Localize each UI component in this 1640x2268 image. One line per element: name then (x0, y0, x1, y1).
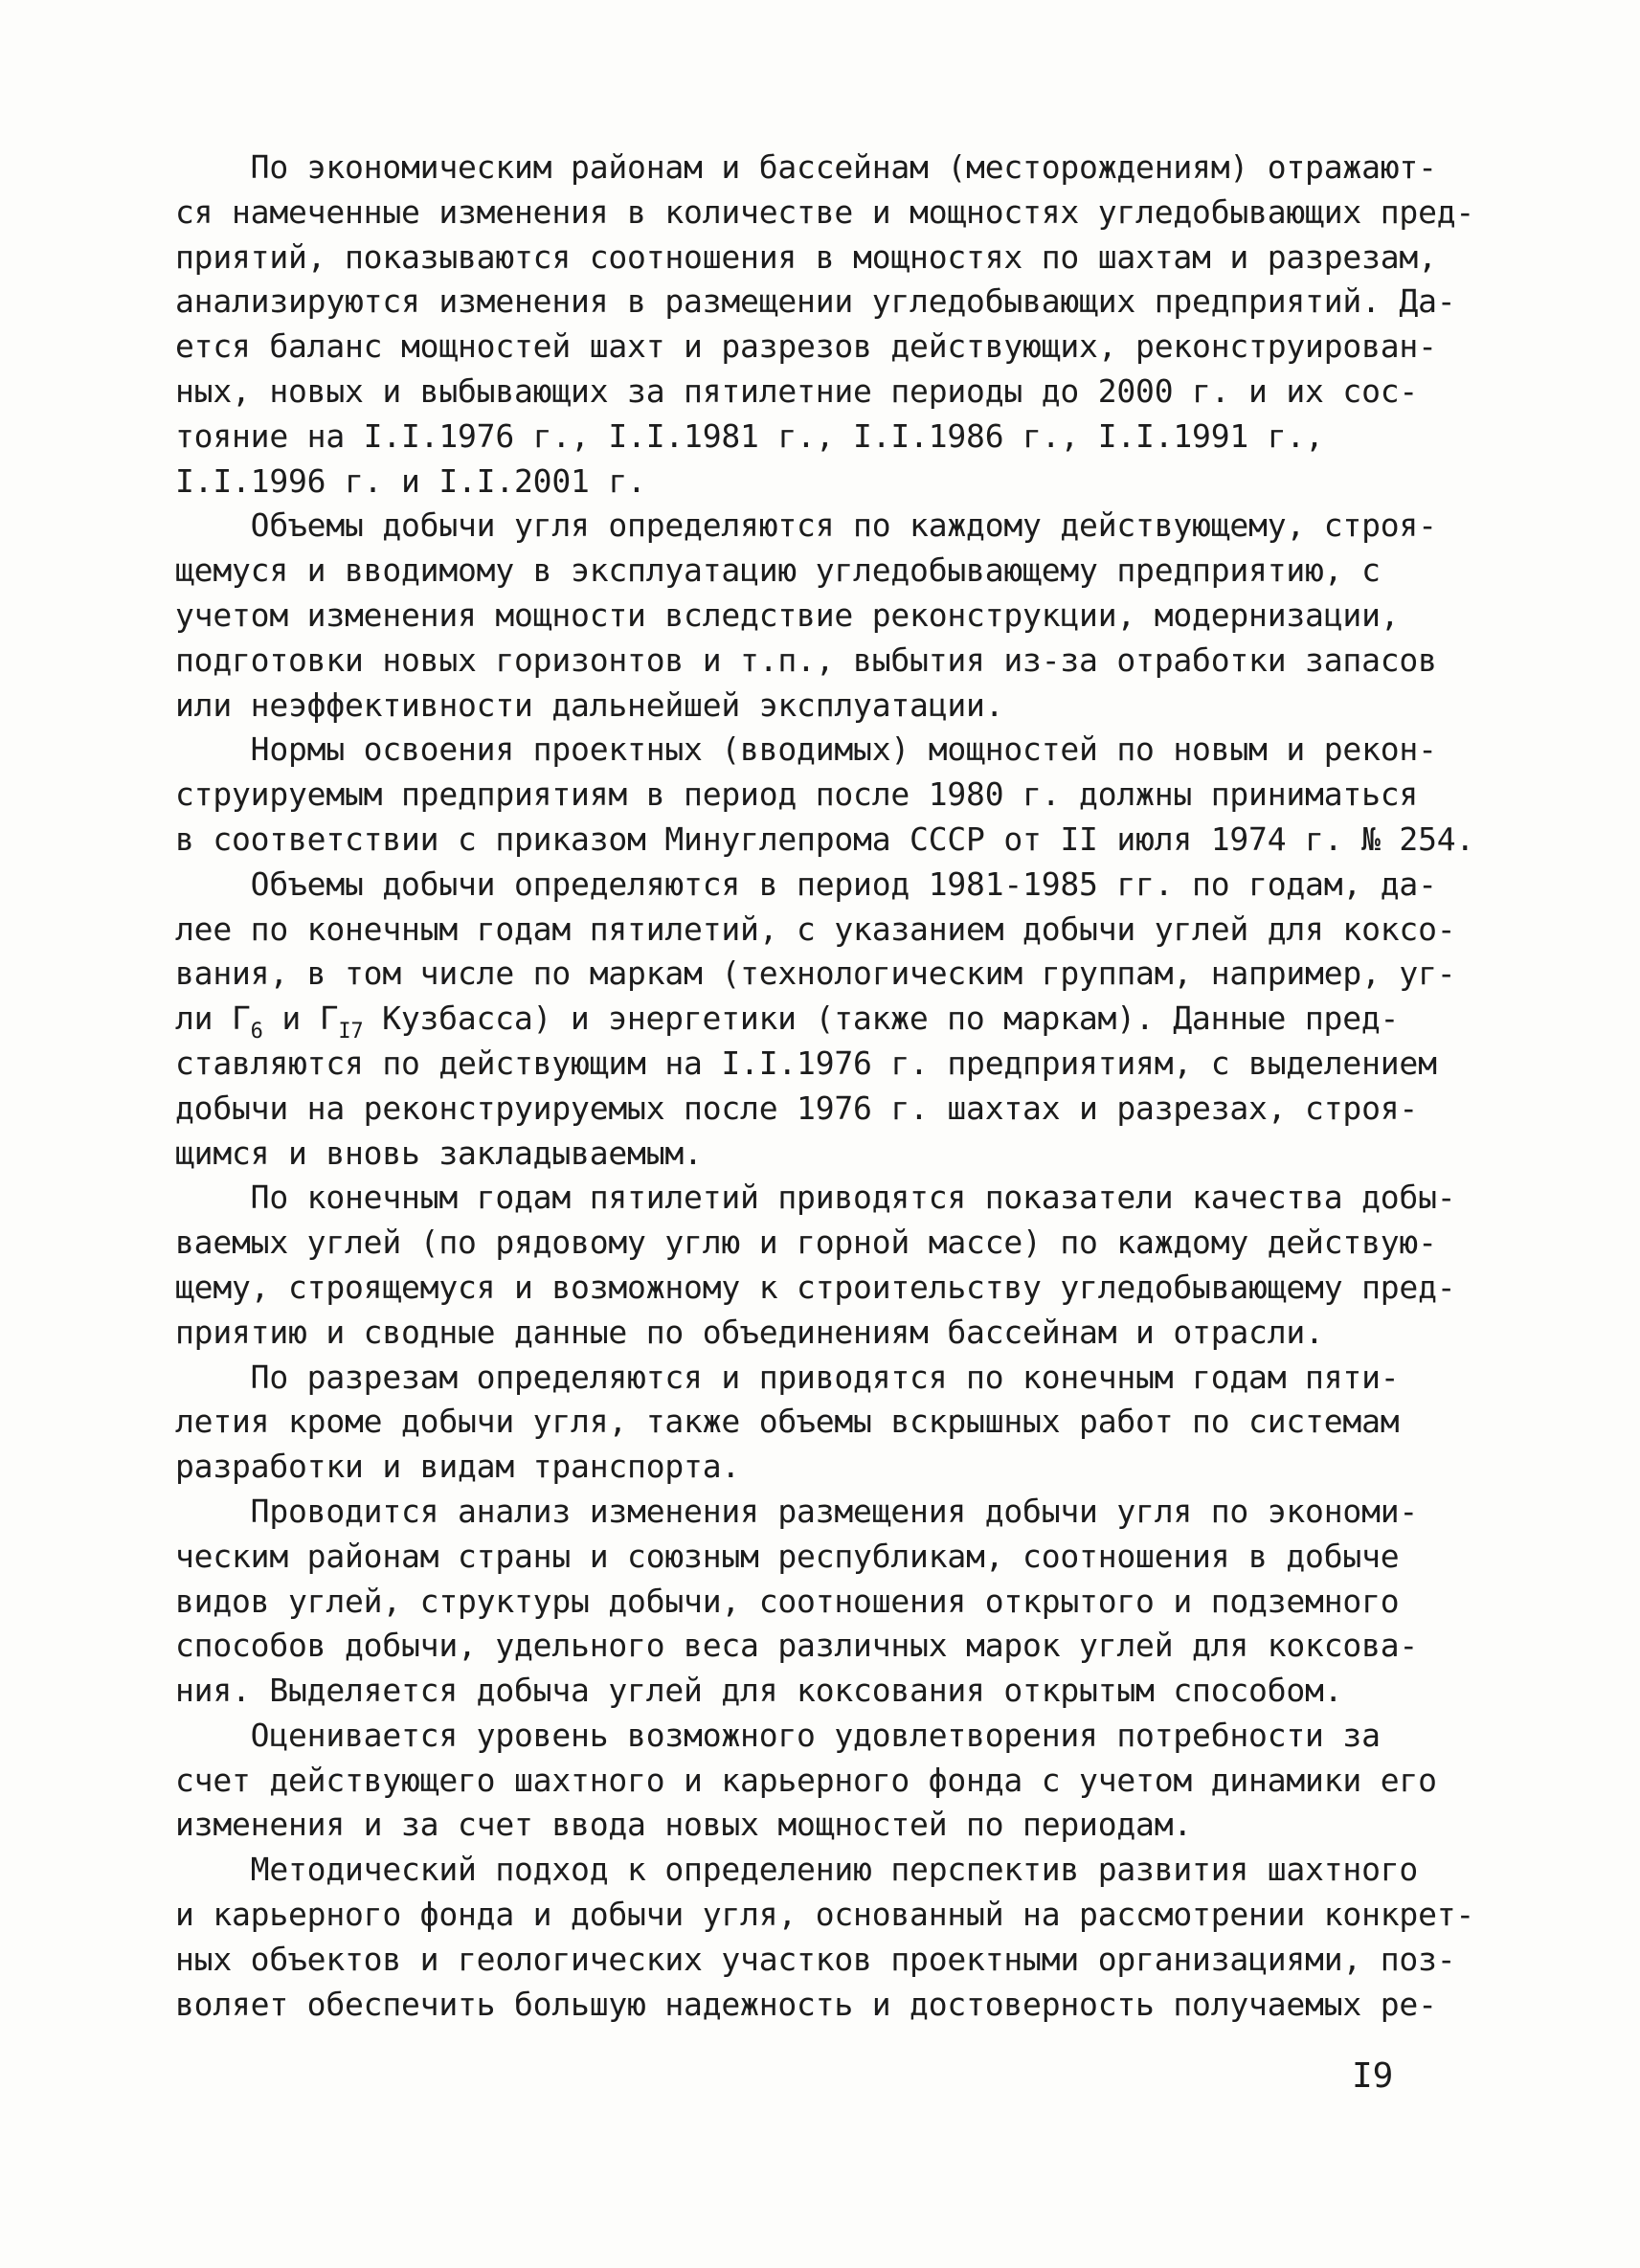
text-line: Объемы добычи определяются в период 1981-1985 гг. по годам, да- (175, 865, 1437, 903)
text-line: тояние на I.I.1976 г., I.I.1981 г., I.I.1986 г., I.I.1991 г., (175, 416, 1324, 455)
text-line: Нормы освоения проектных (вводимых) мощностей по новым и рекон- (175, 730, 1437, 769)
text-line: ных, новых и выбывающих за пятилетние периоды до 2000 г. и их сос- (175, 371, 1419, 410)
text-line: подготовки новых горизонтов и т.п., выбытия из-за отработки запасов (175, 640, 1437, 679)
text-line: По экономическим районам и бассейнам (месторождениям) отражают- (175, 148, 1437, 186)
page-number: I9 (1352, 2056, 1394, 2096)
subscript-g17: I7 (338, 1020, 364, 1044)
text-line: ческим районам страны и союзным республикам, соотношения в добыче (175, 1537, 1400, 1575)
text-line: летия кроме добычи угля, также объемы вскрышных работ по системам (175, 1403, 1400, 1441)
text-line: воляет обеспечить большую надежность и достоверность получаемых ре- (175, 1985, 1437, 2023)
text-line: лее по конечным годам пятилетий, с указанием добычи углей для коксо- (175, 909, 1456, 948)
text-line: ных объектов и геологических участков проектными организациями, поз- (175, 1940, 1456, 1978)
text-line: анализируются изменения в размещении угледобывающих предприятий. Да- (175, 282, 1456, 321)
text-line: учетом изменения мощности вследствие реконструкции, модернизации, (175, 595, 1400, 634)
text-line: видов углей, структуры добычи, соотношения открытого и подземного (175, 1582, 1400, 1620)
text-line: щему, строящемуся и возможному к строительству угледобывающему пред- (175, 1268, 1456, 1306)
text-line: Оценивается уровень возможного удовлетворения потребности за (175, 1716, 1381, 1754)
text-line: способов добычи, удельного веса различных марок углей для коксова- (175, 1627, 1419, 1665)
text-line: ваемых углей (по рядовому углю и горной массе) по каждому действую- (175, 1224, 1437, 1262)
text-line: разработки и видам транспорта. (175, 1448, 741, 1486)
text-line: щемуся и вводимому в эксплуатацию угледобывающему предприятию, с (175, 551, 1381, 590)
text-line: Проводится анализ изменения размещения добычи угля по экономи- (175, 1492, 1419, 1530)
body-text (175, 146, 1475, 2027)
text-line: приятий, показываются соотношения в мощностях по шахтам и разрезам, (175, 237, 1437, 276)
text-line: ется баланс мощностей шахт и разрезов действующих, реконструирован- (175, 327, 1437, 366)
text-line: или неэффективности дальнейшей эксплуатации. (175, 685, 1004, 724)
text-line: добычи на реконструируемых после 1976 г. шахтах и разрезах, строя- (175, 1089, 1419, 1127)
text-line: ся намеченные изменения в количестве и мощностях угледобывающих пред- (175, 192, 1475, 231)
text-line: По разрезам определяются и приводятся по конечным годам пяти- (175, 1358, 1400, 1396)
subscript-line-middle: и Г (262, 999, 339, 1038)
text-line: щимся и вновь закладываемым. (175, 1134, 703, 1172)
text-line: I.I.1996 г. и I.I.2001 г. (175, 461, 646, 500)
text-line: изменения и за счет ввода новых мощностей по периодам. (175, 1806, 1193, 1844)
text-line: вания, в том числе по маркам (технологическим группам, например, уг- (175, 954, 1456, 993)
text-line: в соответствии с приказом Минуглепрома СССР от II июля 1974 г. № 254. (175, 820, 1475, 858)
text-line: Методический подход к определению перспектив развития шахтного (175, 1851, 1419, 1889)
text-line: ния. Выделяется добыча углей для коксования открытым способом. (175, 1672, 1343, 1710)
subscript-line-prefix: ли Г (175, 999, 251, 1038)
text-line: приятию и сводные данные по объединениям бассейнам и отрасли. (175, 1313, 1324, 1351)
text-line: По конечным годам пятилетий приводятся показатели качества добы- (175, 1179, 1456, 1217)
text-line: ставляются по действующим на I.I.1976 г. предприятиям, с выделением (175, 1044, 1437, 1082)
subscript-g6: 6 (250, 1020, 263, 1044)
text-line: струируемым предприятиям в период после 1980 г. должны приниматься (175, 775, 1419, 814)
text-line-with-subscripts (175, 997, 1468, 1042)
text-line: и карьерного фонда и добычи угля, основанный на рассмотрении конкрет- (175, 1896, 1475, 1934)
text-line: Объемы добычи угля определяются по каждому действующему, строя- (175, 506, 1437, 545)
subscript-line-suffix: Кузбасса) и энергетики (также по маркам). Данные пред- (363, 999, 1400, 1038)
text-line: счет действующего шахтного и карьерного фонда с учетом динамики его (175, 1761, 1437, 1799)
